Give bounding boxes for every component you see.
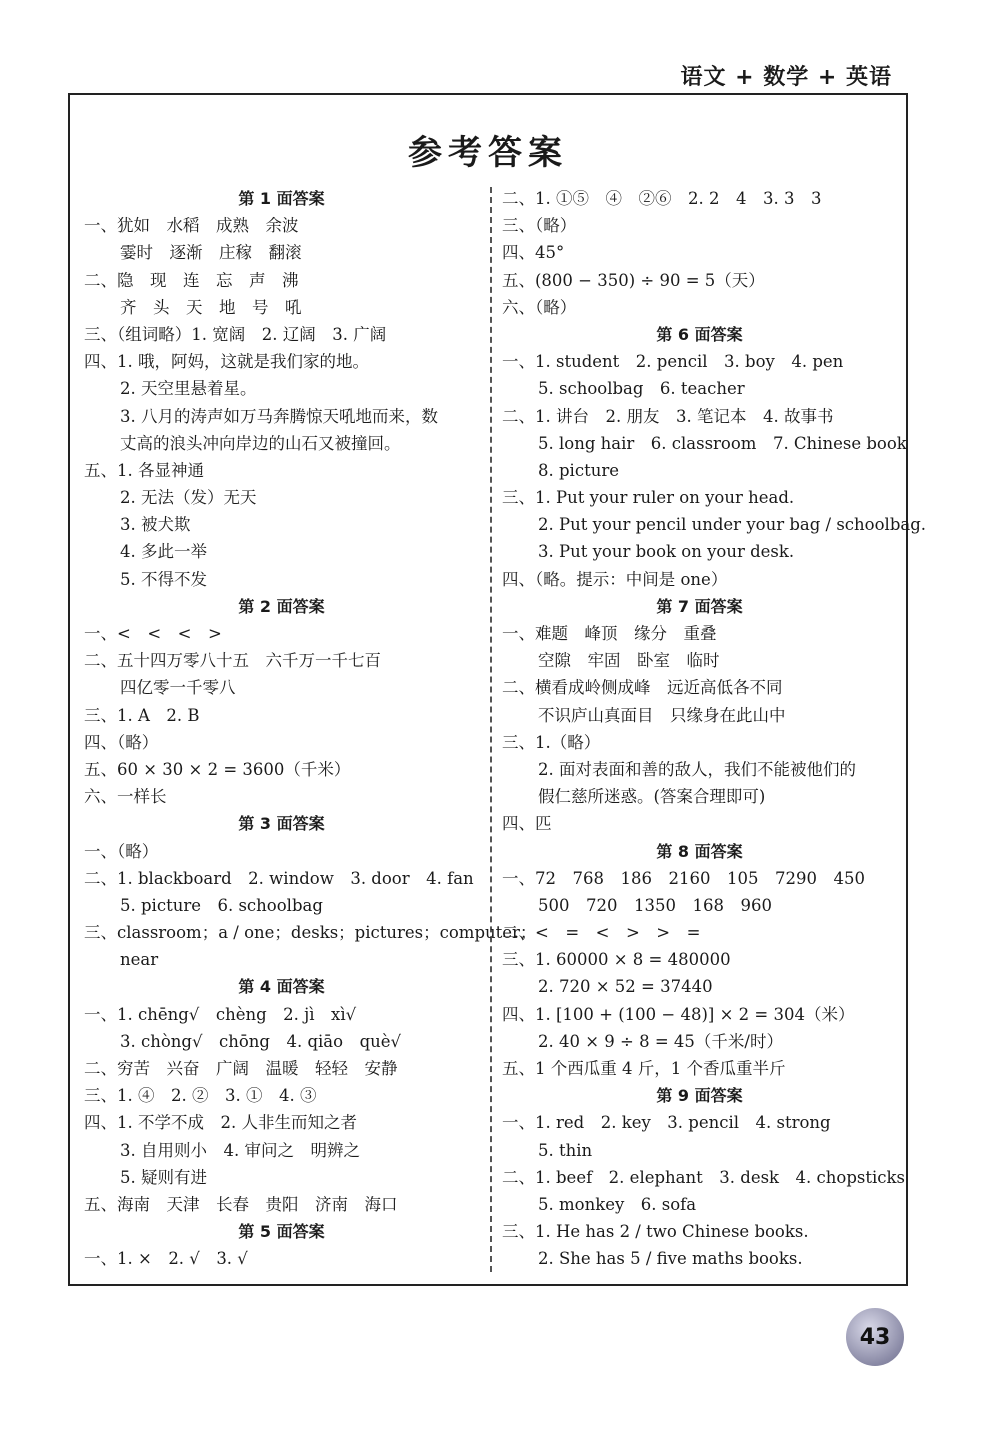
answer-line: 五、1. 各显神通 (84, 460, 204, 480)
answer-line: 5. 不得不发 (120, 569, 207, 589)
answer-line: 空隙 牢固 卧室 临时 (538, 651, 720, 671)
page-number: 43 (859, 1324, 891, 1350)
answer-line: 二、1. blackboard 2. window 3. door 4. fan (84, 868, 474, 888)
answer-line: 三、1. Put your ruler on your head. (502, 488, 795, 508)
answer-line: 不识庐山真面目 只缘身在此山中 (538, 705, 786, 725)
answer-line: 2. 面对表面和善的敌人，我们不能被他们的 (538, 759, 856, 779)
section-heading: 第 5 面答案 (238, 1222, 325, 1242)
answer-line: near (120, 950, 159, 970)
subject-header: 语文 + 数学 + 英语 (680, 65, 892, 90)
answer-line: 二、穷苦 兴奋 广阔 温暖 轻轻 安静 (84, 1059, 398, 1078)
section-heading: 第 6 面答案 (656, 324, 743, 344)
section-heading: 第 3 面答案 (238, 814, 325, 834)
answer-line: 三、1. A 2. B (84, 705, 200, 725)
answer-line: 3. chòng√ chōng 4. qiāo què√ (120, 1031, 402, 1051)
answer-line: 四、1. 哦，阿妈，这就是我们家的地。 (84, 352, 369, 372)
page-title: 参考答案 (408, 133, 568, 173)
answer-line: 5. picture 6. schoolbag (120, 895, 323, 915)
answer-line: 2. Put your pencil under your bag / schoolbag. (538, 515, 927, 535)
answer-line: 一、犹如 水稻 成熟 余波 (84, 216, 299, 236)
answer-line: 齐 头 天 地 号 吼 (120, 297, 302, 317)
answer-line: 一、1. × 2. √ 3. √ (84, 1249, 248, 1269)
answer-line: 2. 天空里悬着星。 (120, 379, 257, 399)
section-heading: 第 7 面答案 (656, 596, 743, 616)
answer-line: 四、（略。提示：中间是 one） (502, 569, 728, 589)
answer-line: 四、45° (502, 243, 565, 263)
answer-line: 六、一样长 (84, 787, 167, 807)
answer-line: 四、1. [100 + (100 − 48)] × 2 = 304（米） (502, 1004, 855, 1024)
answer-line: 一、72 768 186 2160 105 7290 450 (502, 868, 865, 888)
right-column (502, 185, 927, 1273)
answer-frame (68, 93, 927, 1286)
column-divider (490, 187, 492, 1272)
answer-line: 3. 八月的涛声如万马奔腾惊天吼地而来，数 (120, 406, 438, 426)
answer-line: 四、匹 (502, 814, 552, 834)
answer-line: 一、1. student 2. pencil 3. boy 4. pen (502, 352, 844, 372)
answer-line: 2. 无法（发）无天 (120, 488, 257, 508)
page-number-badge (846, 1308, 904, 1366)
answer-line: 三、classroom；a / one；desks；pictures；computer； (84, 923, 537, 943)
answer-line: 一、1. red 2. key 3. pencil 4. strong (502, 1113, 831, 1133)
section-heading: 第 2 面答案 (238, 596, 325, 616)
answer-line: 六、（略） (502, 297, 577, 317)
answer-line: 一、（略） (84, 841, 159, 861)
answer-line: 5. monkey 6. sofa (538, 1194, 697, 1214)
answer-line: 三、1.（略） (502, 732, 601, 752)
answer-line: 五、60 × 30 × 2 = 3600（千米） (84, 759, 351, 779)
answer-line: 500 720 1350 168 960 (538, 895, 772, 915)
answer-line: 3. 被犬欺 (120, 515, 191, 535)
answer-line: 三、1. 60000 × 8 = 480000 (502, 950, 731, 970)
section-heading: 第 1 面答案 (238, 189, 325, 208)
answer-line: 四、（略） (84, 732, 159, 752)
answer-line: 二、1. 讲台 2. 朋友 3. 笔记本 4. 故事书 (502, 406, 834, 426)
answer-line: 霎时 逐渐 庄稼 翻滚 (120, 243, 302, 263)
answer-line: 假仁慈所迷惑。(答案合理即可) (538, 787, 766, 807)
answer-line: 3. 自用则小 4. 审问之 明辨之 (120, 1140, 360, 1160)
answer-line: 2. She has 5 / five maths books. (538, 1249, 803, 1269)
answer-line: 2. 720 × 52 = 37440 (538, 977, 713, 997)
answer-line: 4. 多此一举 (120, 542, 207, 562)
answer-line: 丈高的浪头冲向岸边的山石又被撞回。 (120, 433, 401, 453)
answer-line: 3. Put your book on your desk. (538, 542, 795, 562)
answer-line: 五、1 个西瓜重 4 斤，1 个香瓜重半斤 (502, 1059, 786, 1078)
answer-line: 二、< = < > > = (502, 923, 701, 943)
answer-line: 二、横看成岭侧成峰 远近高低各不同 (502, 678, 783, 698)
answer-line: 5. 疑则有进 (120, 1167, 207, 1187)
answer-line: 三、（组词略）1. 宽阔 2. 辽阔 3. 广阔 (84, 324, 387, 344)
answer-line: 三、（略） (502, 216, 577, 236)
answer-line: 5. schoolbag 6. teacher (538, 379, 745, 399)
answer-line: 三、1. He has 2 / two Chinese books. (502, 1222, 809, 1242)
answer-line: 一、< < < > (84, 624, 222, 643)
answer-line: 四、1. 不学不成 2. 人非生而知之者 (84, 1113, 357, 1133)
answer-line: 四亿零一千零八 (120, 678, 236, 698)
section-heading: 第 9 面答案 (656, 1086, 743, 1106)
answer-line: 二、五十四万零八十五 六千万一千七百 (84, 651, 381, 671)
answer-line: 5. long hair 6. classroom 7. Chinese book (538, 433, 907, 453)
answer-line: 二、1. beef 2. elephant 3. desk 4. chopsticks (502, 1167, 905, 1187)
answer-line: 五、海南 天津 长春 贵阳 济南 海口 (84, 1194, 398, 1214)
answer-line: 二、隐 现 连 忘 声 沸 (84, 270, 299, 290)
answer-line: 一、1. chēng√ chèng 2. jì xì√ (84, 1004, 357, 1024)
answer-line: 三、1. ④ 2. ② 3. ① 4. ③ (84, 1086, 317, 1106)
answer-line: 5. thin (538, 1140, 593, 1160)
answer-line: 一、难题 峰顶 缘分 重叠 (502, 624, 717, 643)
answer-line: 2. 40 × 9 ÷ 8 = 45（千米/时） (538, 1031, 783, 1051)
answer-line: 五、(800 − 350) ÷ 90 = 5（天） (502, 270, 765, 290)
section-heading: 第 8 面答案 (656, 841, 743, 861)
answer-line: 8. picture (538, 460, 619, 480)
answer-line: 二、1. ①⑤ ④ ②⑥ 2. 2 4 3. 3 3 (502, 189, 822, 208)
section-heading: 第 4 面答案 (238, 977, 325, 997)
